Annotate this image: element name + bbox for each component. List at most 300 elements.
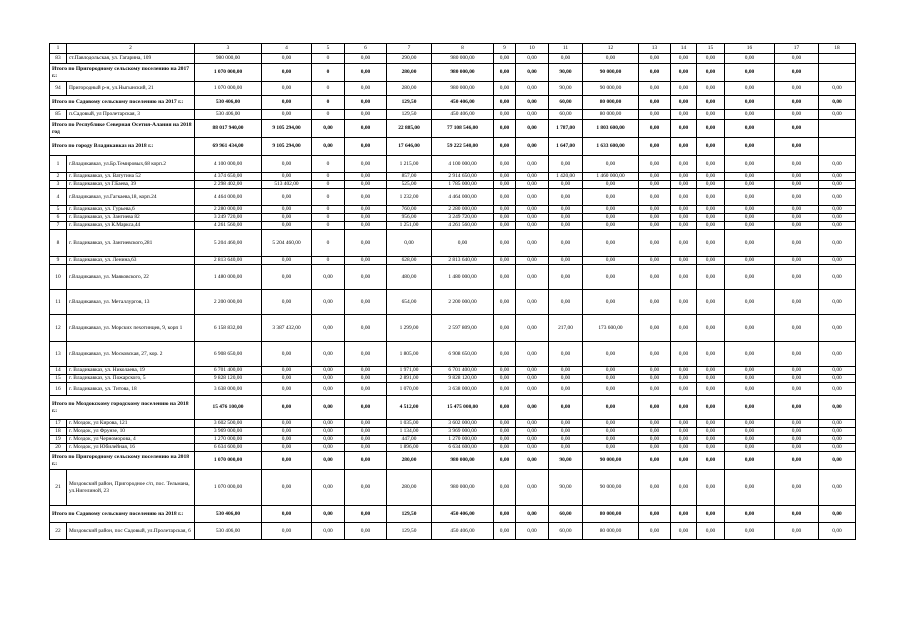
subtotal-cell: 0,00 [725, 452, 775, 470]
value-cell: 5 204 460,00 [262, 230, 312, 257]
address-cell: г. Владикавказ, ул. Зангиевского,281 [67, 230, 195, 257]
subtotal-cell: 0,00 [583, 396, 639, 420]
value-cell: 0,00 [697, 206, 725, 214]
value-cell: 0,00 [725, 173, 775, 181]
subtotal-cell: 0,00 [262, 64, 312, 82]
value-cell: 0,00 [775, 523, 819, 540]
value-cell: 0,00 [639, 189, 671, 206]
subtotal-row [50, 396, 856, 420]
value-cell: 0,00 [345, 523, 387, 540]
value-cell: 0,00 [516, 444, 549, 452]
value-cell: 0,00 [345, 367, 387, 375]
value-cell: 0,00 [671, 181, 697, 189]
value-cell: 6 701 400,00 [195, 367, 262, 375]
row-number: 2 [50, 173, 67, 181]
value-cell: 0,00 [775, 82, 819, 96]
value-cell: 2 298 402,00 [195, 181, 262, 189]
value-cell: 4 100 000,00 [195, 156, 262, 173]
value-cell: 0,00 [494, 436, 516, 444]
subtotal-label: Итого по Пригородному сельскому поселению на 2018 г.: [50, 452, 195, 470]
address-cell: г. Владикавказ, ул К.Маркса,44 [67, 222, 195, 230]
subtotal-cell: 450 406,00 [432, 96, 494, 110]
value-cell: 0,00 [697, 436, 725, 444]
value-cell: 450 406,00 [432, 523, 494, 540]
value-cell: 0,00 [639, 523, 671, 540]
value-cell: 1 805,00 [387, 342, 432, 367]
subtotal-cell: 0,00 [516, 396, 549, 420]
value-cell: 0,00 [639, 265, 671, 290]
value-cell: 0,00 [725, 222, 775, 230]
table-row [50, 181, 856, 189]
value-cell: 0,00 [262, 523, 312, 540]
subtotal-cell: 1 787,00 [549, 120, 583, 138]
address-cell: г. Владикавказ, ул. Зангиева 82 [67, 214, 195, 222]
value-cell: 0,00 [671, 470, 697, 506]
value-cell: 0,00 [262, 206, 312, 214]
row-number: 11 [50, 290, 67, 315]
value-cell: 1 035,00 [387, 420, 432, 428]
value-cell: 0,00 [671, 173, 697, 181]
table-row [50, 54, 856, 64]
value-cell: 0,00 [345, 54, 387, 64]
row-number: 14 [50, 367, 67, 375]
value-cell: 0,00 [516, 375, 549, 383]
value-cell: 0,00 [819, 156, 856, 173]
value-cell: 0,00 [494, 444, 516, 452]
value-cell: 0,00 [639, 383, 671, 396]
column-number: 18 [819, 44, 856, 54]
value-cell: 0,00 [819, 420, 856, 428]
value-cell: 0,00 [583, 214, 639, 222]
value-cell: 1 134,00 [387, 428, 432, 436]
value-cell: 0,00 [549, 189, 583, 206]
value-cell: 0,00 [775, 214, 819, 222]
subtotal-cell: 0,00 [697, 120, 725, 138]
value-cell: 0,00 [775, 383, 819, 396]
table-row [50, 342, 856, 367]
value-cell: 0,00 [312, 290, 345, 315]
value-cell: 0,00 [262, 214, 312, 222]
column-number-row [50, 44, 856, 54]
value-cell: 5 204 460,00 [195, 230, 262, 257]
row-number: 6 [50, 214, 67, 222]
value-cell: 0,00 [345, 82, 387, 96]
column-number: 6 [345, 44, 387, 54]
value-cell: 0,00 [583, 290, 639, 315]
value-cell: 0,00 [262, 173, 312, 181]
value-cell: 0,00 [516, 82, 549, 96]
value-cell: 0,00 [262, 110, 312, 120]
value-cell: 0,00 [262, 54, 312, 64]
address-cell: г. Владикавказ, ул. Ватутина 52 [67, 173, 195, 181]
subtotal-cell: 4 512,00 [387, 396, 432, 420]
subtotal-cell: 80 000,00 [583, 506, 639, 523]
subtotal-cell: 0,00 [345, 120, 387, 138]
value-cell: 0,00 [819, 523, 856, 540]
value-cell: 3 602 000,00 [432, 420, 494, 428]
value-cell: 0,00 [697, 367, 725, 375]
value-cell: 0,00 [671, 444, 697, 452]
subtotal-cell: 0,00 [697, 396, 725, 420]
value-cell: 0,00 [639, 420, 671, 428]
subtotal-cell: 17 646,00 [387, 138, 432, 156]
subtotal-cell: 0,00 [494, 138, 516, 156]
subtotal-cell [819, 64, 856, 82]
value-cell: 0,00 [583, 265, 639, 290]
value-cell: 290,00 [387, 54, 432, 64]
value-cell: 0,00 [494, 383, 516, 396]
subtotal-cell [819, 138, 856, 156]
address-cell: Пригородный р-н, ул.Ныгынский, 21 [67, 82, 195, 96]
column-number: 8 [432, 44, 494, 54]
value-cell: 0 [312, 82, 345, 96]
value-cell: 1 070 000,00 [195, 82, 262, 96]
value-cell: 0,00 [345, 383, 387, 396]
value-cell: 0,00 [262, 156, 312, 173]
value-cell: 980 000,00 [432, 54, 494, 64]
address-cell: г. Владикавказ, ул Г.Баева, 39 [67, 181, 195, 189]
value-cell: 530 406,00 [195, 110, 262, 120]
subtotal-cell: 0,00 [671, 64, 697, 82]
subtotal-cell: 450 406,00 [432, 506, 494, 523]
value-cell: 0,00 [494, 214, 516, 222]
value-cell: 0,00 [671, 257, 697, 265]
subtotal-cell: 0,00 [775, 138, 819, 156]
value-cell: 0 [312, 110, 345, 120]
value-cell: 628,00 [387, 257, 432, 265]
value-cell: 0 [312, 156, 345, 173]
value-cell: 4 464 000,00 [195, 189, 262, 206]
subtotal-cell: 0,00 [725, 396, 775, 420]
table-row [50, 173, 856, 181]
value-cell: 0,00 [262, 420, 312, 428]
value-cell: 0,00 [494, 375, 516, 383]
value-cell: 0,00 [312, 342, 345, 367]
value-cell: 0,00 [639, 110, 671, 120]
value-cell: 0,00 [549, 444, 583, 452]
subtotal-cell: 0,00 [819, 452, 856, 470]
value-cell: 0,00 [697, 214, 725, 222]
value-cell: 0,00 [549, 290, 583, 315]
table-row [50, 206, 856, 214]
value-cell: 0,00 [725, 420, 775, 428]
subtotal-cell: 0,00 [262, 96, 312, 110]
subtotal-label: Итого по Республике Северная Осетия-Алания на 2018 год [50, 120, 195, 138]
subtotal-cell: 90 000,00 [583, 64, 639, 82]
value-cell: 0,00 [775, 54, 819, 64]
value-cell: 0,00 [345, 342, 387, 367]
row-number: 12 [50, 315, 67, 342]
value-cell: 0,00 [262, 82, 312, 96]
value-cell: 0,00 [516, 265, 549, 290]
value-cell: 129,50 [387, 523, 432, 540]
subtotal-cell: 77 108 546,00 [432, 120, 494, 138]
row-number: 9 [50, 257, 67, 265]
value-cell: 4 374 650,00 [195, 173, 262, 181]
row-number: 15 [50, 375, 67, 383]
value-cell: 0,00 [819, 230, 856, 257]
value-cell: 0,00 [639, 257, 671, 265]
subtotal-cell: 59 222 540,00 [432, 138, 494, 156]
subtotal-cell: 280,00 [387, 64, 432, 82]
value-cell: 0,00 [262, 367, 312, 375]
value-cell: 0,00 [697, 54, 725, 64]
value-cell: 0,00 [494, 206, 516, 214]
subtotal-row [50, 64, 856, 82]
value-cell: 0,00 [494, 420, 516, 428]
value-cell: 0,00 [345, 420, 387, 428]
address-cell: г. Моздок, ул Юбилейная, 16 [67, 444, 195, 452]
value-cell: 0,00 [516, 156, 549, 173]
value-cell: 0,00 [549, 265, 583, 290]
value-cell: 0,00 [819, 444, 856, 452]
value-cell: 980 000,00 [195, 54, 262, 64]
address-cell: г.Владикавказ, ул. Маяковского, 22 [67, 265, 195, 290]
value-cell: 857,00 [387, 173, 432, 181]
row-number: 20 [50, 444, 67, 452]
subtotal-cell: 980 000,00 [432, 452, 494, 470]
value-cell: 1 420,00 [549, 173, 583, 181]
subtotal-cell: 0,00 [312, 396, 345, 420]
value-cell: 0,00 [583, 156, 639, 173]
subtotal-cell: 0,00 [494, 120, 516, 138]
value-cell: 0,00 [494, 257, 516, 265]
value-cell: 0,00 [312, 470, 345, 506]
subtotal-cell: 0,00 [262, 506, 312, 523]
value-cell: 0,00 [639, 315, 671, 342]
value-cell: 0,00 [583, 444, 639, 452]
value-cell: 0,00 [775, 420, 819, 428]
value-cell: 0,00 [345, 257, 387, 265]
value-cell: 0,00 [312, 375, 345, 383]
value-cell: 80 000,00 [583, 110, 639, 120]
value-cell: 0,00 [549, 181, 583, 189]
column-number: 5 [312, 44, 345, 54]
subtotal-cell: 0,00 [775, 506, 819, 523]
value-cell: 1 971,00 [387, 367, 432, 375]
value-cell: 0,00 [516, 206, 549, 214]
row-number: 13 [50, 342, 67, 367]
subtotal-row [50, 506, 856, 523]
table-row [50, 428, 856, 436]
value-cell: 0,00 [516, 342, 549, 367]
value-cell: 4 261 560,00 [432, 222, 494, 230]
value-cell: 129,50 [387, 110, 432, 120]
subtotal-cell: 0,00 [516, 452, 549, 470]
value-cell: 0,00 [312, 436, 345, 444]
subtotal-cell [819, 120, 856, 138]
value-cell: 0 [312, 206, 345, 214]
value-cell: 0,00 [697, 470, 725, 506]
value-cell: 0,00 [725, 444, 775, 452]
subtotal-cell: 0,00 [671, 452, 697, 470]
row-number: 83 [50, 54, 67, 64]
value-cell: 280,00 [387, 82, 432, 96]
row-number: 8 [50, 230, 67, 257]
value-cell: 0,00 [671, 156, 697, 173]
address-cell: г. Владикавказ, ул. Николаева, 19 [67, 367, 195, 375]
value-cell: 0,00 [494, 54, 516, 64]
value-cell: 0,00 [516, 420, 549, 428]
subtotal-cell: 0,00 [671, 396, 697, 420]
value-cell: 0,00 [516, 315, 549, 342]
value-cell: 2 280 000,00 [432, 206, 494, 214]
value-cell: 0,00 [494, 230, 516, 257]
table-row [50, 523, 856, 540]
value-cell: 0,00 [494, 315, 516, 342]
value-cell: 0,00 [345, 375, 387, 383]
value-cell: 0,00 [312, 444, 345, 452]
value-cell: 80 000,00 [583, 523, 639, 540]
address-cell: Моздокский район, Пригородное с/п, пос. Тельмана, ул.Нигелиной, 23 [67, 470, 195, 506]
row-number: 1 [50, 156, 67, 173]
row-number: 3 [50, 181, 67, 189]
value-cell [819, 54, 856, 64]
value-cell: 0,00 [819, 342, 856, 367]
column-number: 13 [639, 44, 671, 54]
value-cell: 0,00 [639, 444, 671, 452]
value-cell: 0,00 [725, 428, 775, 436]
value-cell: 0,00 [639, 214, 671, 222]
value-cell: 0,00 [775, 265, 819, 290]
value-cell: 0,00 [549, 54, 583, 64]
subtotal-cell: 0 [312, 64, 345, 82]
value-cell: 0,00 [697, 342, 725, 367]
value-cell: 530 406,00 [195, 523, 262, 540]
value-cell: 0,00 [516, 383, 549, 396]
value-cell: 0 [312, 222, 345, 230]
value-cell: 2 280 000,00 [195, 206, 262, 214]
subtotal-row [50, 452, 856, 470]
value-cell: 3 249 720,00 [432, 214, 494, 222]
value-cell: 0,00 [312, 420, 345, 428]
value-cell: 0,00 [549, 257, 583, 265]
value-cell: 0,00 [639, 428, 671, 436]
value-cell: 0,00 [819, 222, 856, 230]
value-cell: 0,00 [312, 523, 345, 540]
subtotal-cell: 69 961 434,00 [195, 138, 262, 156]
value-cell: 0 [312, 181, 345, 189]
value-cell: 0,00 [697, 82, 725, 96]
value-cell: 0,00 [549, 156, 583, 173]
value-cell: 0,00 [697, 257, 725, 265]
value-cell: 0,00 [549, 342, 583, 367]
value-cell: 0,00 [639, 54, 671, 64]
value-cell: 1 299,00 [387, 315, 432, 342]
subtotal-cell: 0,00 [639, 506, 671, 523]
subtotal-cell: 0,00 [697, 138, 725, 156]
value-cell: 1 070,00 [387, 383, 432, 396]
value-cell: 0,00 [639, 470, 671, 506]
value-cell: 0,00 [697, 290, 725, 315]
value-cell: 2 597 809,00 [432, 315, 494, 342]
subtotal-cell: 0,00 [262, 396, 312, 420]
subtotal-cell: 0,00 [494, 64, 516, 82]
subtotal-cell: 60,00 [549, 96, 583, 110]
value-cell: 0,00 [697, 181, 725, 189]
value-cell: 0,00 [819, 315, 856, 342]
value-cell: 1 460 000,00 [583, 173, 639, 181]
value-cell: 0,00 [775, 257, 819, 265]
row-number: 17 [50, 420, 67, 428]
value-cell: 0,00 [583, 342, 639, 367]
value-cell: 0,00 [775, 206, 819, 214]
value-cell: 0,00 [494, 181, 516, 189]
subtotal-cell: 15 475 000,00 [432, 396, 494, 420]
value-cell: 0,00 [775, 181, 819, 189]
value-cell: 0,00 [494, 173, 516, 181]
value-cell: 0,00 [516, 189, 549, 206]
subtotal-row [50, 120, 856, 138]
value-cell: 0,00 [697, 420, 725, 428]
value-cell: 0,00 [516, 173, 549, 181]
value-cell: 0,00 [725, 470, 775, 506]
subtotal-cell: 0,00 [516, 96, 549, 110]
value-cell: 0,00 [262, 257, 312, 265]
value-cell: 1 070 000,00 [195, 470, 262, 506]
subtotal-cell: 0,00 [725, 138, 775, 156]
value-cell: 0,00 [345, 173, 387, 181]
subtotal-cell: 0,00 [549, 396, 583, 420]
value-cell: 0,00 [639, 375, 671, 383]
value-cell: 0,00 [639, 181, 671, 189]
address-cell: г. Моздок, ул Фрунзе, 10 [67, 428, 195, 436]
subtotal-cell: 0,00 [494, 396, 516, 420]
value-cell: 0,00 [697, 230, 725, 257]
column-number: 3 [195, 44, 262, 54]
value-cell: 0,00 [345, 436, 387, 444]
subtotal-cell: 90,00 [549, 64, 583, 82]
value-cell: 450 406,00 [432, 110, 494, 120]
value-cell: 6 701 400,00 [432, 367, 494, 375]
value-cell: 0,00 [671, 342, 697, 367]
value-cell: 0,00 [671, 206, 697, 214]
subtotal-cell: 0,00 [516, 138, 549, 156]
address-cell: г. Владикавказ, ул. Гурьева,6 [67, 206, 195, 214]
value-cell: 0,00 [583, 436, 639, 444]
value-cell: 0,00 [697, 523, 725, 540]
value-cell: 0,00 [697, 265, 725, 290]
value-cell: 1 270 000,00 [195, 436, 262, 444]
value-cell: 0 [312, 214, 345, 222]
value-cell: 0,00 [494, 428, 516, 436]
subtotal-label: Итого по Моздокскому городскому поселению на 2018 г.: [50, 396, 195, 420]
table-row [50, 436, 856, 444]
value-cell: 0,00 [516, 230, 549, 257]
subtotal-cell: 60,00 [549, 506, 583, 523]
value-cell: 0,00 [725, 214, 775, 222]
subtotal-cell: 0,00 [819, 96, 856, 110]
row-number: 7 [50, 222, 67, 230]
value-cell: 0,00 [671, 428, 697, 436]
value-cell: 0,00 [262, 265, 312, 290]
subtotal-cell: 1 633 600,00 [583, 138, 639, 156]
subtotal-cell: 0,00 [775, 64, 819, 82]
value-cell: 0 [312, 230, 345, 257]
value-cell: 3 638 000,00 [195, 383, 262, 396]
subtotal-cell: 0,00 [345, 396, 387, 420]
value-cell: 0,00 [494, 265, 516, 290]
subtotal-cell: 0,00 [725, 506, 775, 523]
value-cell: 0,00 [671, 54, 697, 64]
value-cell: 0,00 [583, 230, 639, 257]
value-cell: 0,00 [639, 222, 671, 230]
value-cell: 0,00 [549, 375, 583, 383]
value-cell: 0,00 [671, 222, 697, 230]
subtotal-cell: 530 406,00 [195, 506, 262, 523]
subtotal-cell: 0,00 [775, 396, 819, 420]
value-cell: 0,00 [549, 420, 583, 428]
